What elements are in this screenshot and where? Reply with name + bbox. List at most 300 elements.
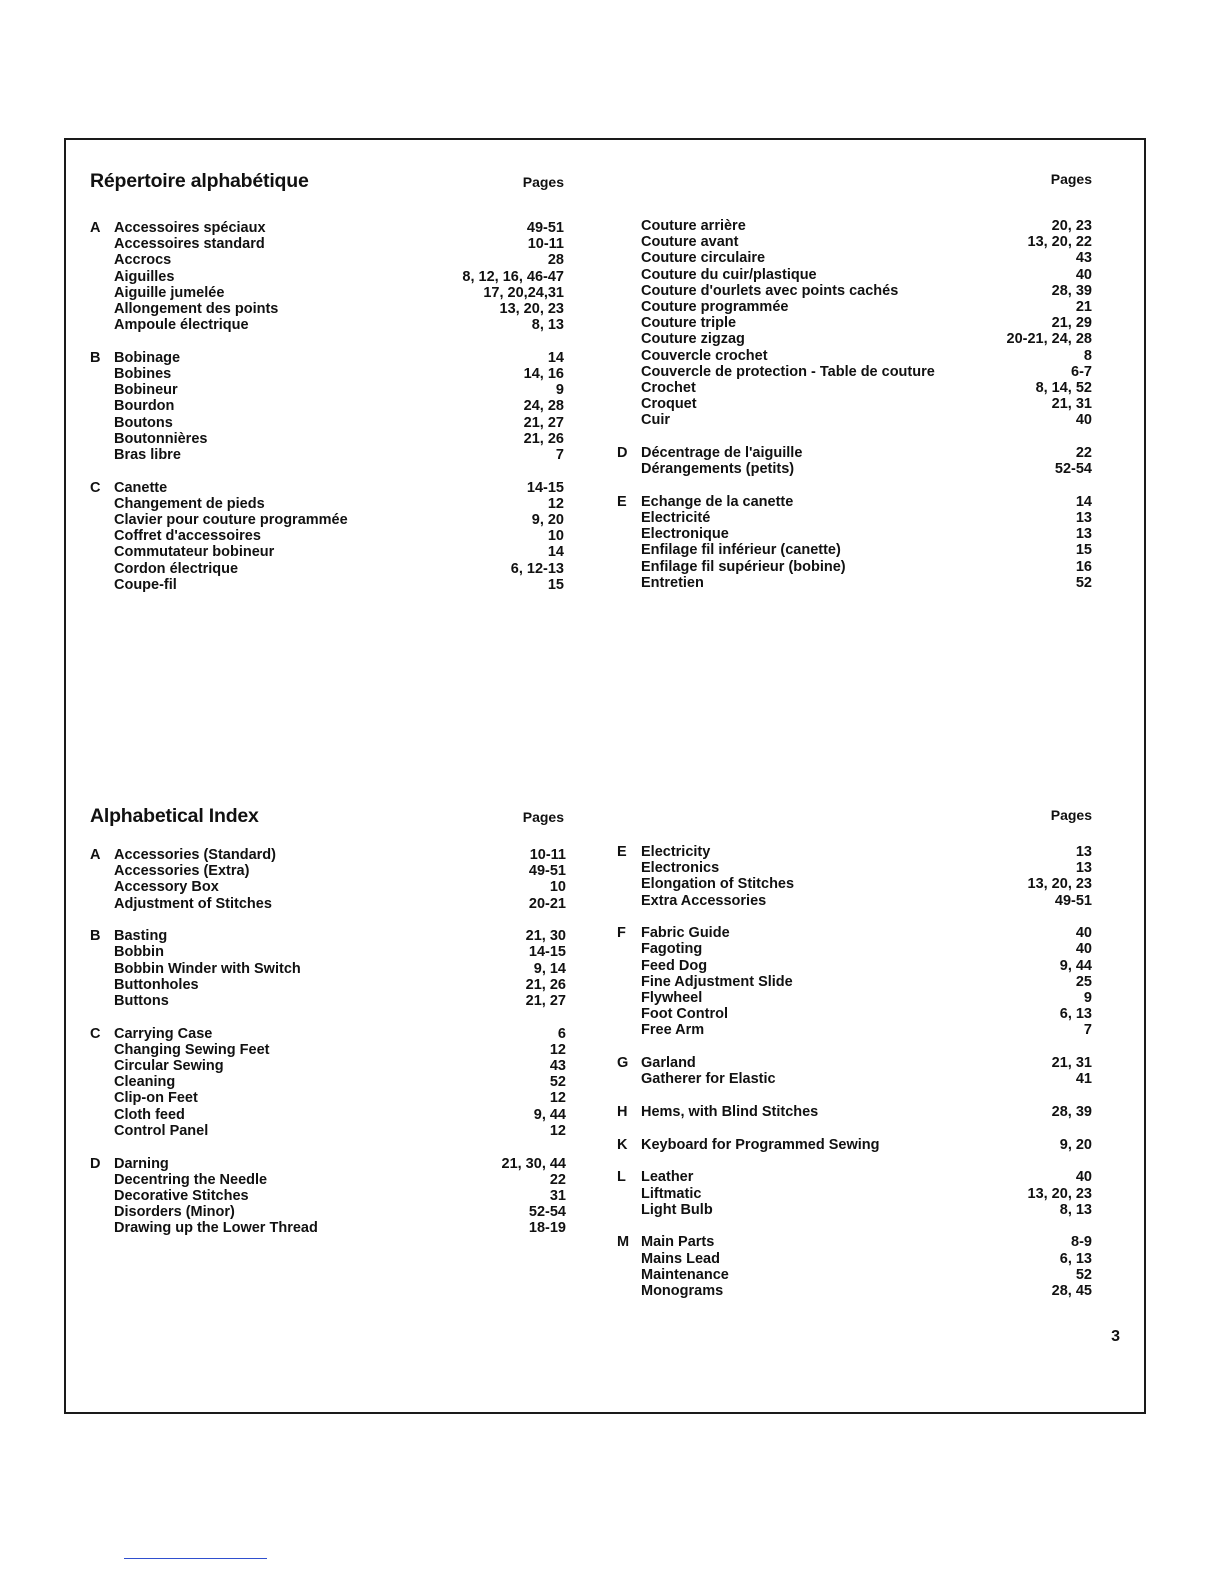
index-pages: 52-54 <box>1054 461 1092 478</box>
index-pages: 6, 12-13 <box>510 560 564 577</box>
index-term: Disorders (Minor) <box>114 1204 235 1221</box>
index-entry <box>90 350 564 366</box>
index-term: Coffret d'accessoires <box>114 528 261 545</box>
index-pages: 16 <box>1075 558 1092 575</box>
index-letter: E <box>617 493 627 510</box>
index-pages: 21, 29 <box>1051 315 1092 332</box>
index-entry <box>617 1022 1092 1038</box>
index-entry <box>90 944 566 960</box>
index-entry <box>90 1042 566 1058</box>
index-entry <box>90 382 564 398</box>
index-term: Carrying Case <box>114 1025 213 1042</box>
index-pages: 21, 26 <box>523 430 564 447</box>
index-entry <box>90 1123 566 1139</box>
index-term: Electronics <box>641 860 720 877</box>
index-term: Boutons <box>114 414 173 431</box>
index-entry <box>617 542 1092 558</box>
index-entry <box>617 1283 1092 1299</box>
index-entry <box>617 1186 1092 1202</box>
index-term: Clip-on Feet <box>114 1090 198 1107</box>
index-group <box>617 1169 1092 1218</box>
index-term: Couture programmée <box>641 298 789 315</box>
index-group <box>90 847 566 912</box>
index-entry <box>90 961 566 977</box>
index-pages: 14 <box>547 349 564 366</box>
index-pages: 40 <box>1075 925 1092 942</box>
index-entry <box>617 412 1092 428</box>
index-pages: 40 <box>1075 941 1092 958</box>
index-term: Bobinage <box>114 349 181 366</box>
index-entry <box>90 977 566 993</box>
index-pages: 7 <box>1083 1022 1092 1039</box>
index-term: Light Bulb <box>641 1201 713 1218</box>
index-entry <box>90 252 564 268</box>
index-term: Keyboard for Programmed Sewing <box>641 1136 880 1153</box>
index-term: Changement de pieds <box>114 495 265 512</box>
index-entry <box>617 1169 1092 1185</box>
index-pages: 40 <box>1075 1169 1092 1186</box>
index-term: Electricity <box>641 844 711 860</box>
index-pages: 20-21 <box>528 895 566 912</box>
index-term: Decorative Stitches <box>114 1187 249 1204</box>
index-term: Circular Sewing <box>114 1058 224 1075</box>
index-entry <box>617 218 1092 234</box>
index-term: Bobbin <box>114 944 164 961</box>
index-pages: 14-15 <box>528 944 566 961</box>
index-entry <box>90 1107 566 1123</box>
index-term: Fabric Guide <box>641 925 730 942</box>
index-pages: 20-21, 24, 28 <box>1006 331 1092 348</box>
index-pages: 6, 13 <box>1059 1250 1092 1267</box>
index-pages: 49-51 <box>526 220 564 236</box>
index-term: Boutonnières <box>114 430 208 447</box>
index-pages: 10-11 <box>527 236 564 253</box>
index-pages: 9, 20 <box>531 512 564 528</box>
index-term: Hems, with Blind Stitches <box>641 1103 819 1120</box>
index-letter: C <box>90 1025 101 1042</box>
index-pages: 52 <box>1075 574 1092 591</box>
index-pages: 12 <box>549 1090 566 1107</box>
index-term: Aiguilles <box>114 268 175 285</box>
index-term: Bras libre <box>114 446 181 463</box>
section-title: Répertoire alphabétique <box>90 170 309 192</box>
index-letter: C <box>90 479 101 496</box>
index-entry <box>90 496 564 512</box>
index-entry <box>617 380 1092 396</box>
index-term: Accessoires standard <box>114 236 265 253</box>
index-pages: 28, 45 <box>1051 1282 1092 1299</box>
index-term: Darning <box>114 1155 169 1172</box>
index-term: Cuir <box>641 412 670 429</box>
index-group <box>617 1137 1092 1153</box>
index-entry <box>90 1074 566 1090</box>
index-group <box>90 1026 566 1139</box>
index-term: Couture triple <box>641 315 737 332</box>
index-entry <box>617 1055 1092 1071</box>
index-pages: 8, 13 <box>1059 1201 1092 1218</box>
index-pages: 52 <box>549 1074 566 1091</box>
index-pages: 40 <box>1075 266 1092 283</box>
index-letter: G <box>617 1055 629 1072</box>
index-term: Cloth feed <box>114 1106 185 1123</box>
pages-column-header: Pages <box>522 174 564 190</box>
index-pages: 24, 28 <box>523 398 564 415</box>
index-term: Accessories (Standard) <box>114 847 276 863</box>
index-pages: 8-9 <box>1071 1234 1092 1251</box>
index-entry <box>90 317 564 333</box>
page-frame <box>64 138 1146 1414</box>
index-term: Garland <box>641 1055 696 1072</box>
index-term: Ampoule électrique <box>114 317 249 334</box>
index-group <box>617 925 1092 1038</box>
index-column-right <box>617 844 1092 1316</box>
index-letter: F <box>617 925 626 942</box>
index-entry <box>617 526 1092 542</box>
index-term: Free Arm <box>641 1022 705 1039</box>
index-letter: M <box>617 1234 630 1251</box>
index-term: Couvercle crochet <box>641 347 768 364</box>
index-column-left <box>90 220 564 609</box>
index-group <box>617 1234 1092 1299</box>
index-term: Couture avant <box>641 234 739 251</box>
index-term: Aiguille jumelée <box>114 284 225 301</box>
index-letter: E <box>617 844 627 860</box>
index-pages: 10 <box>549 879 566 896</box>
index-pages: 13, 20, 23 <box>499 300 564 317</box>
index-entry <box>90 993 566 1009</box>
index-letter: H <box>617 1103 628 1120</box>
index-pages: 8 <box>1083 347 1092 364</box>
index-term: Bobines <box>114 366 172 382</box>
index-entry <box>90 1058 566 1074</box>
index-term: Canette <box>114 479 168 496</box>
pages-column-header: Pages <box>1050 807 1092 823</box>
index-entry <box>617 283 1092 299</box>
index-entry <box>90 1090 566 1106</box>
index-pages: 8, 14, 52 <box>1035 379 1092 396</box>
index-term: Cordon électrique <box>114 560 239 577</box>
index-term: Couture zigzag <box>641 331 745 348</box>
index-group <box>617 445 1092 477</box>
index-term: Foot Control <box>641 1006 728 1023</box>
index-pages: 15 <box>1075 542 1092 559</box>
index-pages: 6, 13 <box>1059 1006 1092 1023</box>
index-pages: 9, 44 <box>1059 957 1092 974</box>
index-pages: 13 <box>1075 526 1092 543</box>
footer-rule <box>124 1558 267 1559</box>
index-entry <box>617 860 1092 876</box>
index-entry <box>617 1234 1092 1250</box>
index-term: Fine Adjustment Slide <box>641 973 793 990</box>
index-entry <box>617 331 1092 347</box>
index-entry <box>617 234 1092 250</box>
index-pages: 14-15 <box>526 479 564 496</box>
index-entry <box>617 267 1092 283</box>
index-pages: 6 <box>557 1025 566 1042</box>
index-term: Leather <box>641 1169 694 1186</box>
index-entry <box>90 577 564 593</box>
index-pages: 28 <box>547 252 564 269</box>
index-pages: 31 <box>549 1187 566 1204</box>
index-term: Feed Dog <box>641 957 708 974</box>
index-entry <box>617 348 1092 364</box>
index-term: Basting <box>114 928 168 945</box>
index-entry <box>90 269 564 285</box>
index-entry <box>617 396 1092 412</box>
index-pages: 12 <box>549 1041 566 1058</box>
index-pages: 21, 27 <box>523 414 564 431</box>
index-pages: 49-51 <box>1054 892 1092 909</box>
index-term: Cleaning <box>114 1074 176 1091</box>
index-pages: 40 <box>1075 412 1092 429</box>
index-term: Electricité <box>641 510 711 526</box>
index-letter: D <box>617 444 628 461</box>
index-entry <box>617 299 1092 315</box>
index-entry <box>617 958 1092 974</box>
index-term: Couture circulaire <box>641 250 766 267</box>
index-entry <box>617 315 1092 331</box>
index-pages: 43 <box>549 1058 566 1075</box>
index-term: Croquet <box>641 396 697 413</box>
index-entry <box>90 220 564 236</box>
index-column-left <box>90 847 566 1253</box>
index-entry <box>617 990 1092 1006</box>
index-pages: 41 <box>1075 1071 1092 1088</box>
index-entry <box>617 1137 1092 1153</box>
index-entry <box>617 494 1092 510</box>
index-group <box>617 1055 1092 1087</box>
index-entry <box>90 879 566 895</box>
index-entry <box>90 480 564 496</box>
index-pages: 52 <box>1075 1266 1092 1283</box>
index-pages: 10-11 <box>529 847 566 863</box>
index-pages: 10 <box>547 528 564 545</box>
index-pages: 21, 26 <box>525 976 566 993</box>
index-pages: 9, 14 <box>533 960 566 977</box>
index-pages: 22 <box>549 1171 566 1188</box>
index-entry <box>90 447 564 463</box>
index-term: Buttonholes <box>114 976 199 993</box>
index-pages: 9 <box>555 382 564 399</box>
index-entry <box>90 544 564 560</box>
index-term: Allongement des points <box>114 300 279 317</box>
index-group <box>617 218 1092 428</box>
index-pages: 21, 31 <box>1051 1055 1092 1072</box>
index-entry <box>90 1026 566 1042</box>
index-pages: 13 <box>1075 510 1092 526</box>
index-pages: 15 <box>547 576 564 593</box>
index-entry <box>617 559 1092 575</box>
index-term: Bobbin Winder with Switch <box>114 960 301 977</box>
index-term: Drawing up the Lower Thread <box>114 1220 318 1237</box>
index-term: Bourdon <box>114 398 175 415</box>
index-term: Maintenance <box>641 1266 729 1283</box>
index-term: Enfilage fil supérieur (bobine) <box>641 558 846 575</box>
index-entry <box>617 510 1092 526</box>
index-group <box>617 844 1092 909</box>
index-term: Buttons <box>114 993 169 1009</box>
index-term: Flywheel <box>641 990 703 1006</box>
index-pages: 8, 12, 16, 46-47 <box>462 268 564 285</box>
index-pages: 21, 31 <box>1051 396 1092 413</box>
index-entry <box>617 925 1092 941</box>
index-entry <box>90 431 564 447</box>
index-term: Couture d'ourlets avec points cachés <box>641 282 899 299</box>
index-term: Control Panel <box>114 1122 209 1139</box>
index-pages: 18-19 <box>528 1220 566 1237</box>
index-term: Couvercle de protection - Table de couture <box>641 363 935 380</box>
index-entry <box>617 364 1092 380</box>
index-pages: 14, 16 <box>523 366 564 382</box>
page-number: 3 <box>1111 1328 1120 1345</box>
index-pages: 9 <box>1083 990 1092 1006</box>
index-pages: 14 <box>1075 493 1092 510</box>
index-term: Electronique <box>641 526 729 543</box>
index-entry <box>617 844 1092 860</box>
index-term: Extra Accessories <box>641 892 767 909</box>
index-entry <box>90 1172 566 1188</box>
index-group <box>617 1104 1092 1120</box>
index-pages: 28, 39 <box>1051 282 1092 299</box>
pages-column-header: Pages <box>1050 171 1092 187</box>
index-entry <box>90 366 564 382</box>
index-entry <box>617 974 1092 990</box>
index-pages: 12 <box>549 1122 566 1139</box>
index-entry <box>617 893 1092 909</box>
pages-column-header: Pages <box>522 809 564 825</box>
index-entry <box>617 1202 1092 1218</box>
index-pages: 14 <box>547 544 564 561</box>
index-entry <box>617 445 1092 461</box>
index-letter: B <box>90 928 101 945</box>
index-term: Mains Lead <box>641 1250 720 1267</box>
index-pages: 17, 20,24,31 <box>483 284 564 301</box>
index-term: Crochet <box>641 379 696 396</box>
index-letter: L <box>617 1169 626 1186</box>
index-pages: 9, 44 <box>533 1106 566 1123</box>
index-pages: 21, 27 <box>525 993 566 1009</box>
index-term: Changing Sewing Feet <box>114 1041 270 1058</box>
index-term: Gatherer for Elastic <box>641 1071 776 1088</box>
index-term: Couture arrière <box>641 218 746 234</box>
index-term: Elongation of Stitches <box>641 876 795 893</box>
index-entry <box>90 528 564 544</box>
index-term: Liftmatic <box>641 1185 702 1202</box>
index-letter: K <box>617 1136 628 1153</box>
index-term: Accessory Box <box>114 879 219 896</box>
index-pages: 13, 20, 23 <box>1027 1185 1092 1202</box>
index-pages: 28, 39 <box>1051 1103 1092 1120</box>
index-term: Décentrage de l'aiguille <box>641 444 803 461</box>
index-group <box>90 220 564 333</box>
index-pages: 25 <box>1075 973 1092 990</box>
index-entry <box>90 561 564 577</box>
section-title: Alphabetical Index <box>90 805 259 827</box>
index-entry <box>90 236 564 252</box>
index-pages: 52-54 <box>528 1204 566 1221</box>
index-letter: B <box>90 349 101 366</box>
index-term: Monograms <box>641 1282 724 1299</box>
index-entry <box>617 1104 1092 1120</box>
index-entry <box>90 928 566 944</box>
index-term: Accrocs <box>114 252 172 269</box>
index-pages: 22 <box>1075 444 1092 461</box>
index-pages: 20, 23 <box>1051 218 1092 234</box>
index-pages: 13 <box>1075 860 1092 877</box>
index-pages: 21, 30, 44 <box>501 1155 566 1172</box>
index-entry <box>90 415 564 431</box>
index-entry <box>617 876 1092 892</box>
index-entry <box>90 398 564 414</box>
index-entry <box>90 1188 566 1204</box>
index-term: Accessories (Extra) <box>114 863 250 880</box>
index-letter: A <box>90 220 101 236</box>
index-entry <box>617 1251 1092 1267</box>
index-term: Accessoires spéciaux <box>114 220 266 236</box>
index-entry <box>617 1071 1092 1087</box>
index-term: Clavier pour couture programmée <box>114 512 348 528</box>
index-entry <box>617 1006 1092 1022</box>
index-entry <box>617 575 1092 591</box>
index-term: Echange de la canette <box>641 493 794 510</box>
index-term: Coupe-fil <box>114 576 177 593</box>
index-term: Bobineur <box>114 382 178 399</box>
index-group <box>90 1156 566 1237</box>
index-entry <box>90 863 566 879</box>
index-pages: 7 <box>555 446 564 463</box>
index-entry <box>90 847 566 863</box>
index-entry <box>617 461 1092 477</box>
index-letter: D <box>90 1155 101 1172</box>
index-pages: 21 <box>1075 298 1092 315</box>
index-entry <box>90 1220 566 1236</box>
index-group <box>617 494 1092 591</box>
index-pages: 43 <box>1075 250 1092 267</box>
index-pages: 13 <box>1075 844 1092 860</box>
index-term: Fagoting <box>641 941 703 958</box>
index-term: Main Parts <box>641 1234 715 1251</box>
index-pages: 12 <box>547 495 564 512</box>
index-entry <box>90 1156 566 1172</box>
index-entry <box>617 250 1092 266</box>
index-pages: 13, 20, 22 <box>1027 234 1092 251</box>
index-term: Adjustment of Stitches <box>114 895 272 912</box>
index-column-right <box>617 218 1092 607</box>
index-entry <box>90 285 564 301</box>
index-term: Couture du cuir/plastique <box>641 266 817 283</box>
index-pages: 21, 30 <box>525 928 566 945</box>
index-term: Entretien <box>641 574 704 591</box>
index-entry <box>90 1204 566 1220</box>
index-pages: 13, 20, 23 <box>1027 876 1092 893</box>
index-group <box>90 350 564 463</box>
index-pages: 6-7 <box>1071 363 1092 380</box>
index-entry <box>90 301 564 317</box>
index-letter: A <box>90 847 101 863</box>
index-group <box>90 928 566 1009</box>
index-term: Dérangements (petits) <box>641 461 795 478</box>
index-group <box>90 480 564 593</box>
index-term: Decentring the Needle <box>114 1171 268 1188</box>
index-entry <box>617 941 1092 957</box>
index-pages: 9, 20 <box>1059 1136 1092 1153</box>
index-entry <box>90 512 564 528</box>
index-entry <box>617 1267 1092 1283</box>
index-term: Enfilage fil inférieur (canette) <box>641 542 841 559</box>
index-pages: 49-51 <box>528 863 566 880</box>
index-pages: 8, 13 <box>531 317 564 334</box>
index-entry <box>90 896 566 912</box>
